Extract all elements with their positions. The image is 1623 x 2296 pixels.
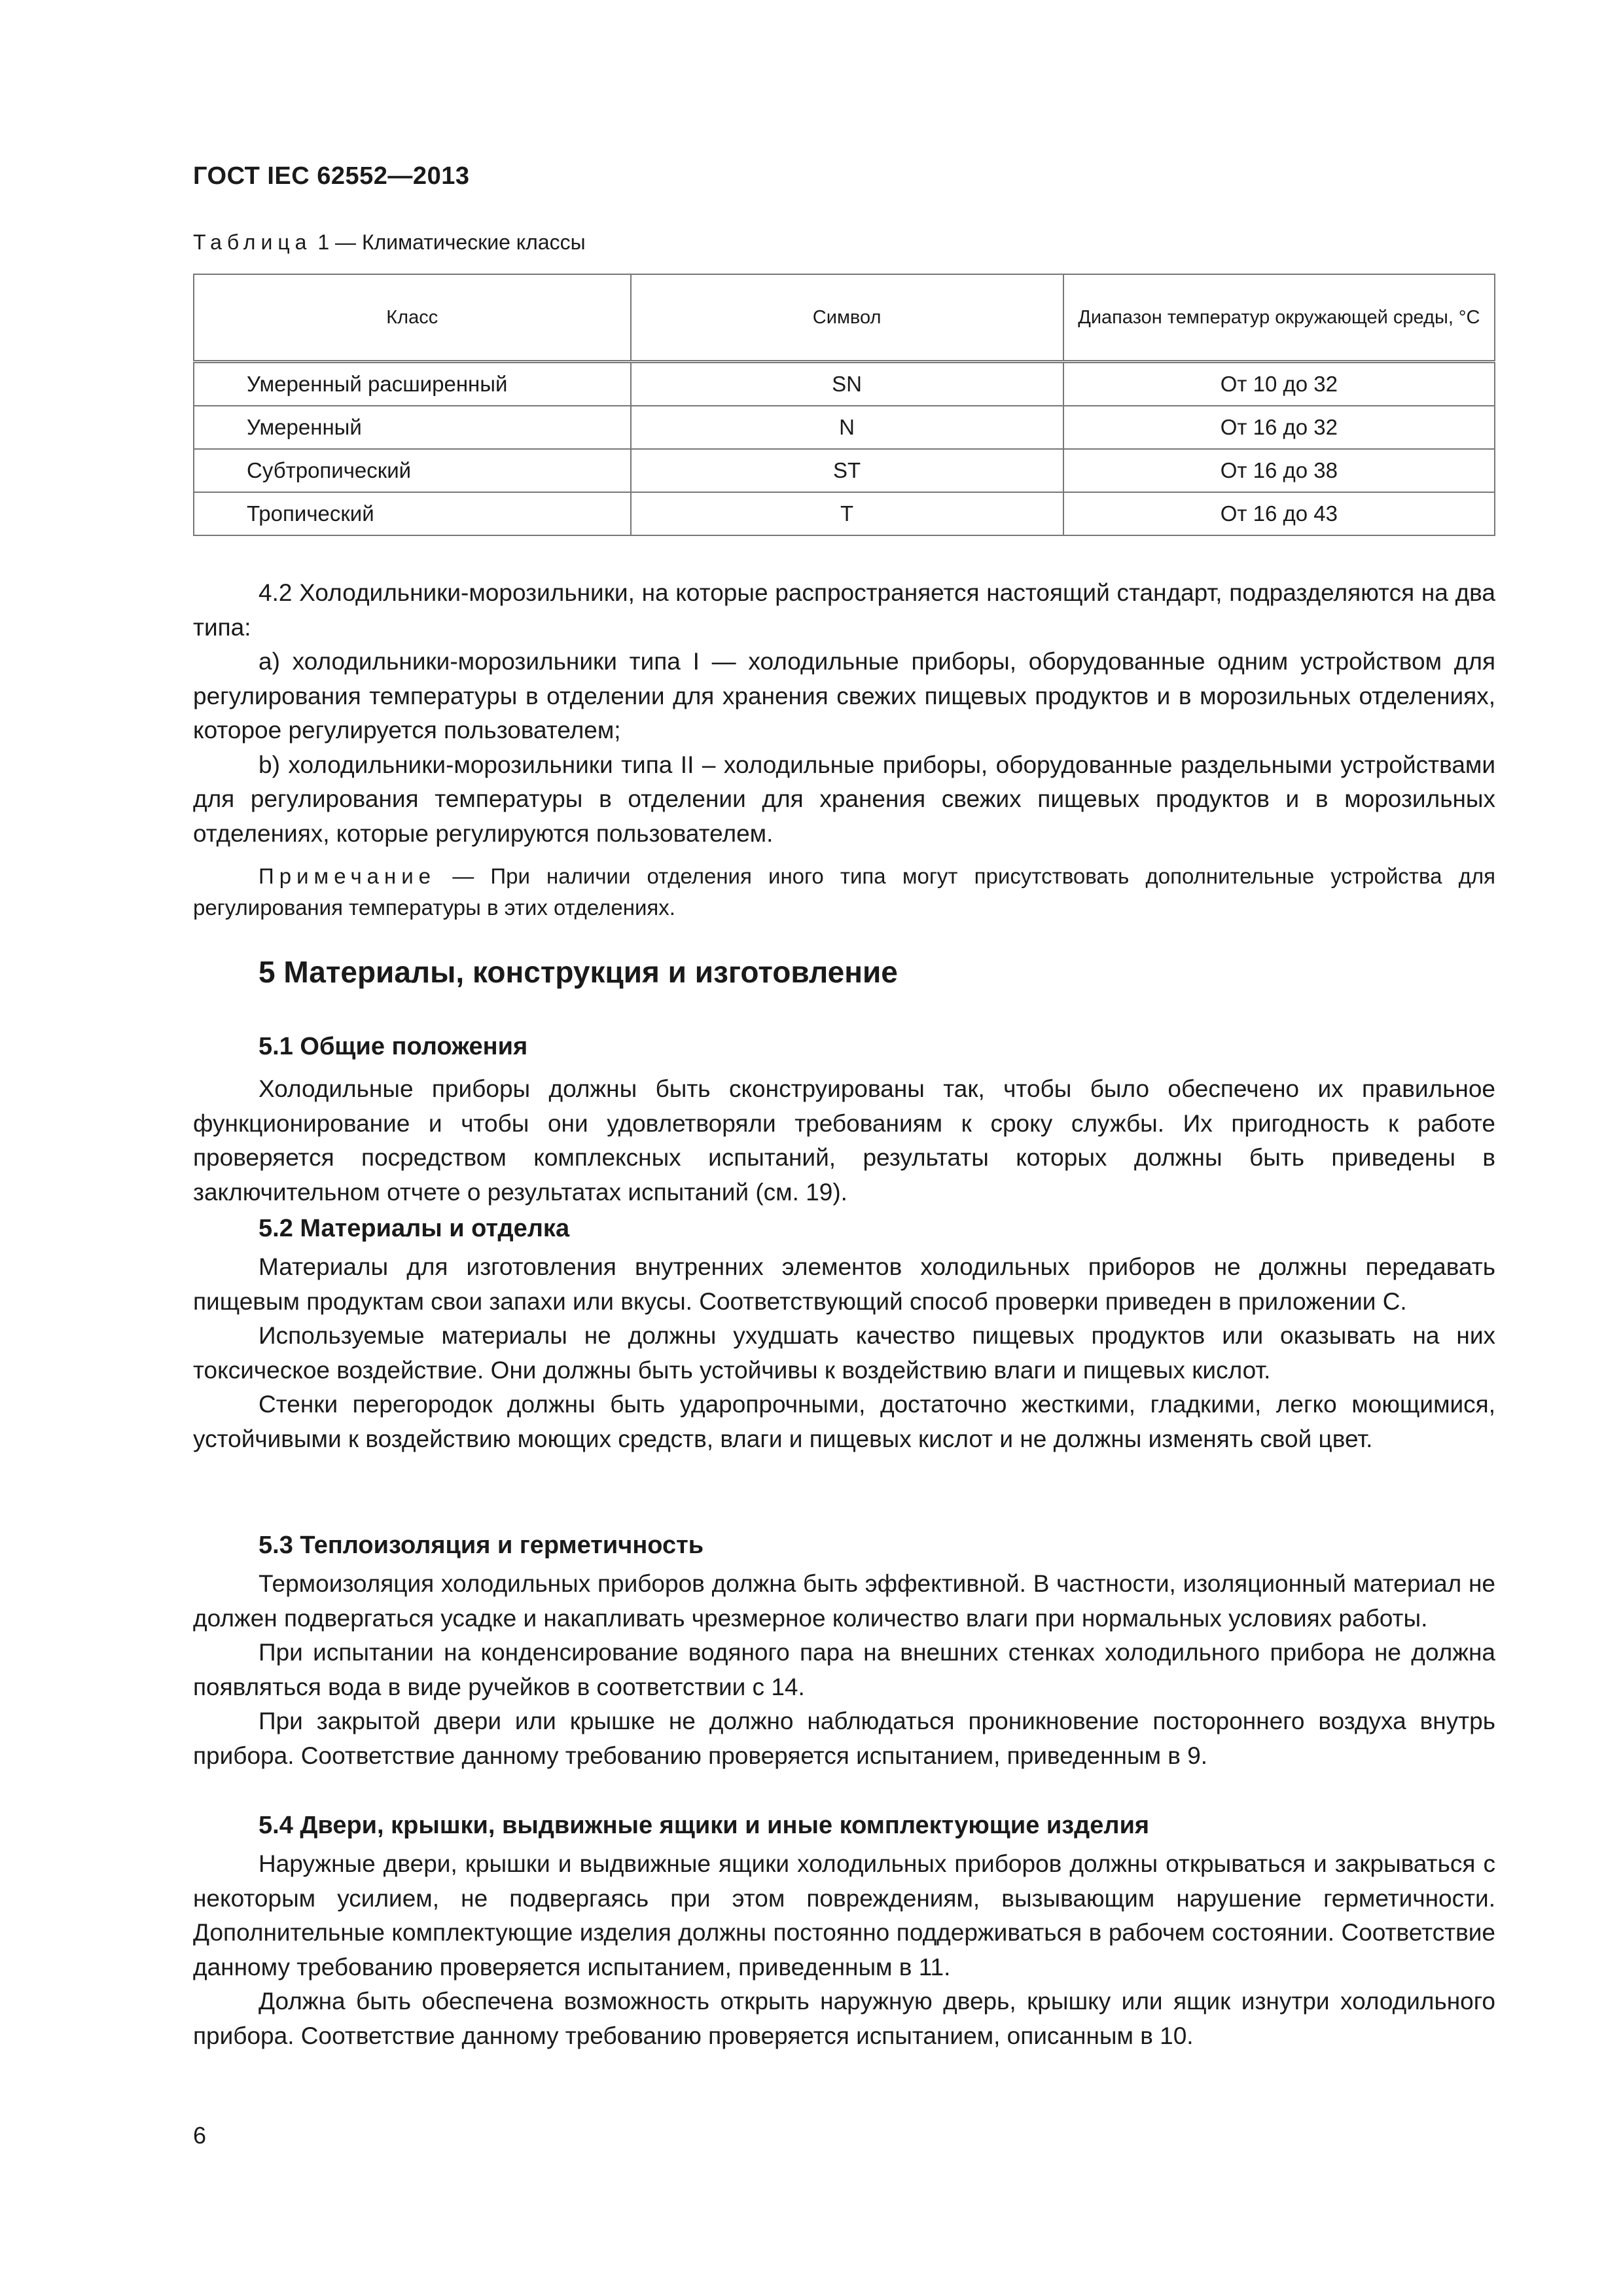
table-caption [193,230,586,255]
section-5-2-heading: 5.2 Материалы и отделка [259,1215,570,1242]
section-5-4-text [193,1847,1495,2053]
section-5-3-text [193,1567,1495,1773]
column-header-range: Диапазон температур окружающей среды, °С [1063,274,1495,362]
paragraph: Наружные двери, крышки и выдвижные ящики холодильных приборов должны открываться и закрываться с некоторым усилием, не подвергаясь при этом повреждениям, вызывающим нарушение герметичности. Дополнительные комплектующие изделия должны постоянно поддерживаться в рабочем состоянии. Соответствие данному требованию проверяется испытанием, приведенным в 11. [193,1850,1495,1981]
column-header-class: Класс [194,274,631,362]
table-cell-symbol: N [631,406,1063,449]
table-cell-symbol: SN [631,362,1063,406]
table-cell-range: От 16 до 38 [1063,449,1495,492]
note-paragraph [193,861,1495,924]
table-cell-class: Умеренный расширенный [194,362,631,406]
table-caption-label: Таблица [193,230,312,254]
column-header-symbol: Символ [631,274,1063,362]
table-cell-class: Умеренный [194,406,631,449]
table-row [194,492,1495,535]
paragraph: b) холодильники-морозильники типа II – холодильные приборы, оборудованные раздельными устройствами для регулирования температуры в отделении для хранения свежих пищевых продуктов и в морозильных отделениях, которые регулируются пользователем. [193,751,1495,847]
paragraph: Материалы для изготовления внутренних элементов холодильных приборов не должны передавать пищевым продуктам свои запахи или вкусы. Соответствующий способ проверки приведен в приложении С. [193,1253,1495,1315]
paragraph: При закрытой двери или крышке не должно наблюдаться проникновение постороннего воздуха внутрь прибора. Соответствие данному требованию проверяется испытанием, приведенным в 9. [193,1708,1495,1769]
table-row [194,362,1495,406]
page-number: 6 [193,2122,207,2149]
table-cell-range: От 10 до 32 [1063,362,1495,406]
table-cell-class: Субтропический [194,449,631,492]
table-cell-symbol: ST [631,449,1063,492]
paragraph: a) холодильники-морозильники типа I — холодильные приборы, оборудованные одним устройством для регулирования температуры в отделении для хранения свежих пищевых продуктов и в морозильных отделениях, которое регулируется пользователем; [193,648,1495,744]
table-header-row [194,274,1495,362]
paragraph: Должна быть обеспечена возможность открыть наружную дверь, крышку или ящик изнутри холодильного прибора. Соответствие данному требованию проверяется испытанием, описанным в 10. [193,1988,1495,2049]
section-5-heading: 5 Материалы, конструкция и изготовление [259,955,898,989]
paragraph: Холодильные приборы должны быть сконструированы так, чтобы было обеспечено их правильное функционирование и чтобы они удовлетворяли требованиям к сроку службы. Их пригодность к работе проверяется посредством комплексных испытаний, результаты которых должны быть приведены в заключительном отчете о результатах испытаний (см. 19). [193,1075,1495,1206]
table-row [194,449,1495,492]
document-code: ГОСТ IEC 62552—2013 [193,162,470,190]
section-5-1-text [193,1072,1495,1210]
section-5-1-heading: 5.1 Общие положения [259,1033,528,1060]
paragraph: Используемые материалы не должны ухудшать качество пищевых продуктов или оказывать на них токсическое воздействие. Они должны быть устойчивы к воздействию влаги и пищевых кислот. [193,1322,1495,1384]
section-5-2-text [193,1250,1495,1456]
section-5-4-heading: 5.4 Двери, крышки, выдвижные ящики и иные комплектующие изделия [259,1812,1150,1839]
paragraph: При испытании на конденсирование водяного пара на внешних стенках холодильного прибора не должна появляться вода в виде ручейков в соответствии с 14. [193,1639,1495,1700]
climate-classes-table [193,274,1495,536]
paragraph: Стенки перегородок должны быть ударопрочными, достаточно жесткими, гладкими, легко моющимися, устойчивыми к воздействию моющих средств, влаги и пищевых кислот и не должны изменять свой цвет. [193,1391,1495,1452]
table-cell-range: От 16 до 32 [1063,406,1495,449]
note-label: Примечание [259,864,437,888]
table-cell-class: Тропический [194,492,631,535]
paragraph: Термоизоляция холодильных приборов должна быть эффективной. В частности, изоляционный материал не должен подвергаться усадке и накапливать чрезмерное количество влаги при нормальных условиях работы. [193,1570,1495,1632]
table-row [194,406,1495,449]
note-text: — При наличии отделения иного типа могут присутствовать дополнительные устройства для регулирования температуры в этих отделениях. [193,864,1495,920]
section-5-3-heading: 5.3 Теплоизоляция и герметичность [259,1532,704,1559]
paragraph: 4.2 Холодильники-морозильники, на которые распространяется настоящий стандарт, подразделяются на два типа: [193,579,1495,641]
table-caption-text: 1 — Климатические классы [312,230,586,254]
note-block [193,861,1495,924]
table-cell-range: От 16 до 43 [1063,492,1495,535]
table-cell-symbol: T [631,492,1063,535]
section-4-2-text [193,576,1495,851]
